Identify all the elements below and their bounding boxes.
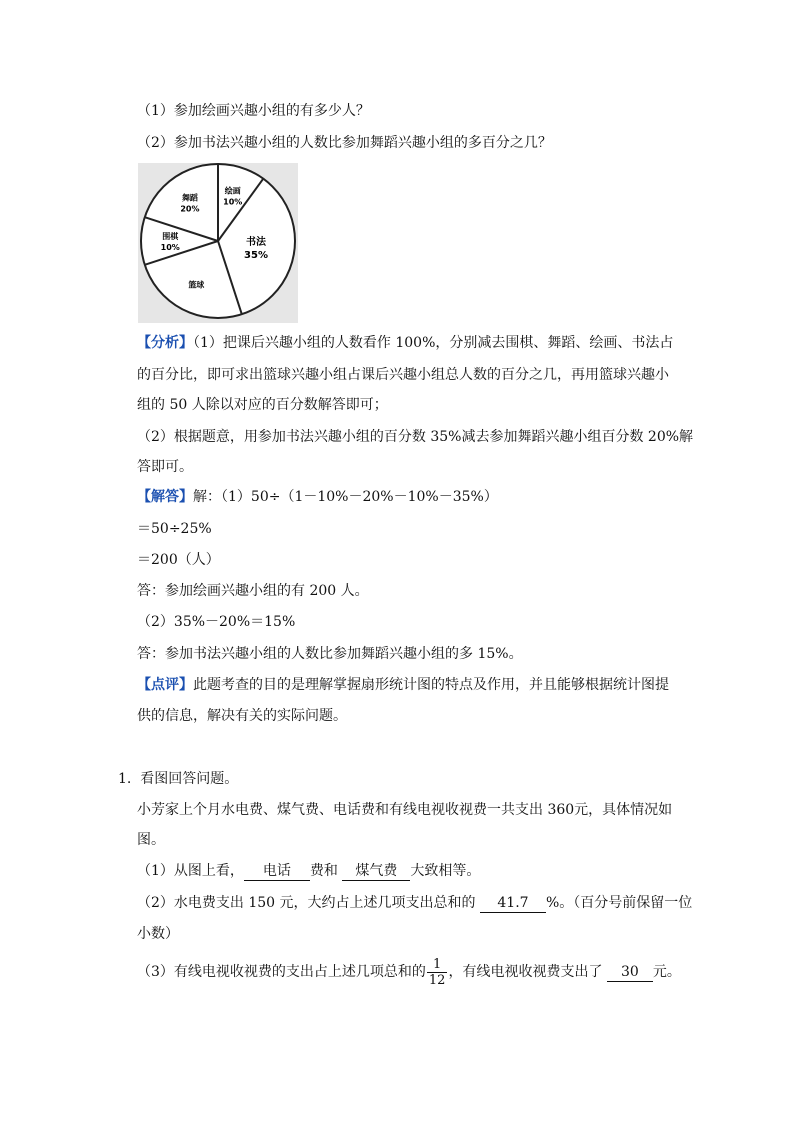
answer-line-3: ＝200（人） bbox=[137, 552, 220, 568]
problem-number: 1. bbox=[118, 771, 132, 787]
slice-percent: 35% bbox=[244, 250, 268, 262]
analysis-line-2: 的百分比，即可求出篮球兴趣小组占课后兴趣小组总人数的百分之几，再用篮球兴趣小 bbox=[137, 367, 669, 383]
answer-blank-2: 煤气费 bbox=[342, 862, 410, 881]
answer-line-5: （2）35%－20%＝15% bbox=[137, 614, 296, 630]
sub-question-2: （2）水电费支出 150 元，大约占上述几项支出总和的 41.7 %。（百分号前保留一位 bbox=[137, 895, 693, 911]
sub-question-1: （1）从图上看， 电话 费和 煤气费 大致相等。 bbox=[137, 863, 481, 879]
question-2: （2）参加书法兴趣小组的人数比参加舞蹈兴趣小组的多百分之几？ bbox=[137, 135, 552, 151]
analysis-line-3: 组的 50 人除以对应的百分数解答即可； bbox=[137, 397, 388, 413]
comment-tag: 【点评】 bbox=[137, 677, 193, 693]
comment-line-2: 供的信息，解决有关的实际问题。 bbox=[137, 708, 347, 724]
slice-label: 围棋 bbox=[162, 232, 179, 241]
answer-line-2: ＝50÷25% bbox=[137, 521, 212, 537]
answer-line-4: 答：参加绘画兴趣小组的有 200 人。 bbox=[137, 583, 369, 599]
answer-blank-3: 41.7 bbox=[480, 894, 546, 913]
problem-intro-2: 图。 bbox=[137, 832, 165, 848]
sub-question-2-line-2: 小数） bbox=[137, 926, 179, 942]
comment-line-1: 【点评】此题考查的目的是理解掌握扇形统计图的特点及作用，并且能够根据统计图提 bbox=[137, 677, 669, 693]
answer-blank-4: 30 bbox=[607, 963, 653, 982]
slice-percent: 10% bbox=[160, 243, 180, 252]
answer-tag: 【解答】 bbox=[137, 489, 193, 505]
answer-line-6: 答：参加书法兴趣小组的人数比参加舞蹈兴趣小组的多 15%。 bbox=[137, 646, 523, 662]
problem-title: 1. 看图回答问题。 bbox=[118, 771, 239, 787]
sub-question-3: （3）有线电视收视费的支出占上述几项总和的 $\frac{1}{12}$ ，有线电视收视费支出了 30 元。 bbox=[137, 956, 681, 988]
slice-percent: 20% bbox=[180, 204, 200, 214]
analysis-tag: 【分析】 bbox=[137, 335, 193, 351]
analysis-line-1: 【分析】（1）把课后兴趣小组的人数看作 100%，分别减去围棋、舞蹈、绘画、书法占 bbox=[137, 335, 674, 351]
slice-label: 舞蹈 bbox=[181, 193, 198, 203]
analysis-line-5: 答即可。 bbox=[137, 459, 193, 475]
pie-chart bbox=[138, 163, 298, 323]
analysis-line-4: （2）根据题意，用参加书法兴趣小组的百分数 35%减去参加舞蹈兴趣小组百分数 20%解 bbox=[137, 429, 694, 445]
fraction: $\frac{1}{12}$ bbox=[428, 956, 446, 988]
answer-blank-1: 电话 bbox=[244, 862, 310, 881]
problem-intro-1: 小芳家上个月水电费、煤气费、电话费和有线电视收视费一共支出 360元，具体情况如 bbox=[137, 802, 673, 818]
slice-label: 篮球 bbox=[188, 280, 205, 290]
question-1: （1）参加绘画兴趣小组的有多少人？ bbox=[137, 103, 370, 119]
slice-percent: 10% bbox=[223, 197, 243, 207]
slice-label: 书法 bbox=[246, 237, 267, 249]
answer-line-1: 【解答】解：（1）50÷（1－10%－20%－10%－35%） bbox=[137, 489, 498, 505]
slice-label: 绘画 bbox=[224, 186, 241, 196]
